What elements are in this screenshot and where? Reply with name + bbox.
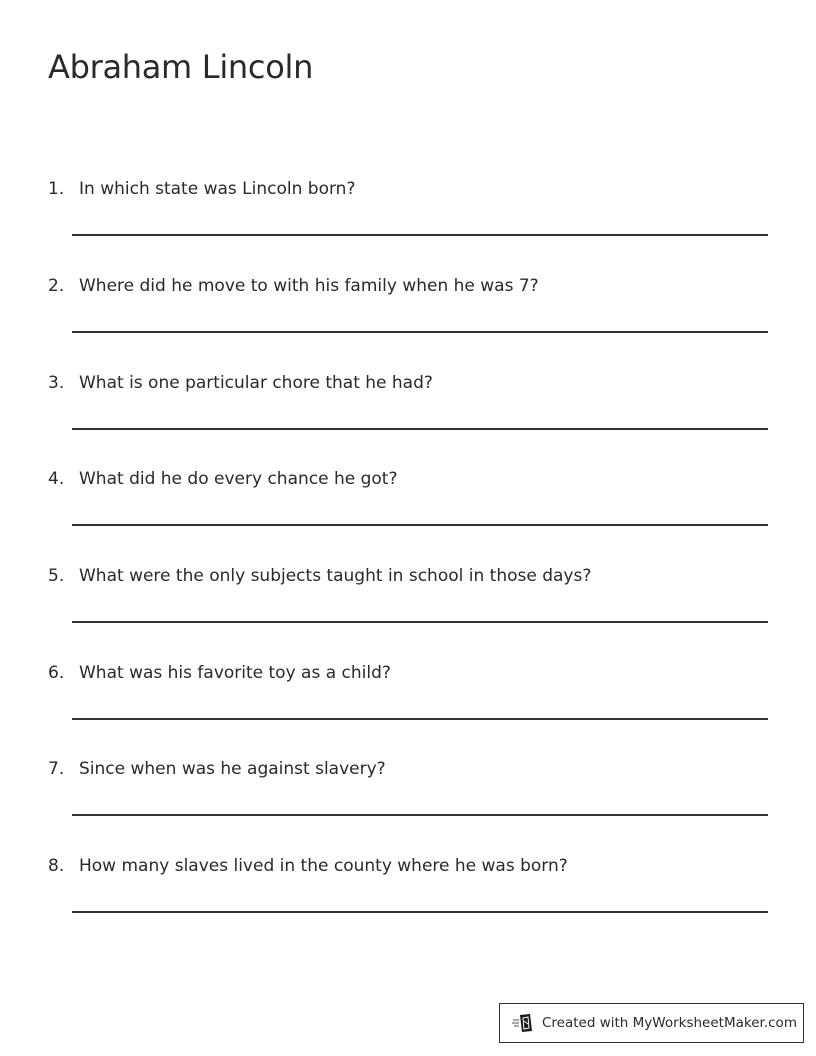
question-text: What were the only subjects taught in school in those days? <box>79 566 592 586</box>
question-number: 5. <box>48 566 65 586</box>
question-number: 7. <box>48 759 65 779</box>
footer-label: Created with MyWorksheetMaker.com <box>542 1015 797 1031</box>
answer-line <box>72 234 768 236</box>
question-5 <box>48 565 768 587</box>
answer-line <box>72 331 768 333</box>
answer-line <box>72 814 768 816</box>
question-text: Since when was he against slavery? <box>79 759 386 779</box>
question-1 <box>48 178 768 200</box>
question-2 <box>48 275 768 297</box>
answer-line <box>72 718 768 720</box>
question-number: 2. <box>48 276 65 296</box>
question-number: 6. <box>48 663 65 683</box>
footer-badge[interactable] <box>499 1003 804 1043</box>
answer-line <box>72 621 768 623</box>
question-text: What was his favorite toy as a child? <box>79 663 391 683</box>
question-text: What is one particular chore that he had? <box>79 373 433 393</box>
question-4 <box>48 468 768 490</box>
question-text: How many slaves lived in the county where he was born? <box>79 856 568 876</box>
question-3 <box>48 372 768 394</box>
question-text: In which state was Lincoln born? <box>79 179 356 199</box>
question-number: 1. <box>48 179 65 199</box>
question-number: 4. <box>48 469 65 489</box>
answer-line <box>72 524 768 526</box>
question-6 <box>48 662 768 684</box>
answer-line <box>72 428 768 430</box>
question-8 <box>48 855 768 877</box>
worksheet-logo-icon <box>512 1012 534 1034</box>
worksheet-title: Abraham Lincoln <box>48 48 314 86</box>
question-text: Where did he move to with his family when he was 7? <box>79 276 539 296</box>
question-7 <box>48 758 768 780</box>
question-number: 8. <box>48 856 65 876</box>
answer-line <box>72 911 768 913</box>
question-number: 3. <box>48 373 65 393</box>
question-text: What did he do every chance he got? <box>79 469 398 489</box>
